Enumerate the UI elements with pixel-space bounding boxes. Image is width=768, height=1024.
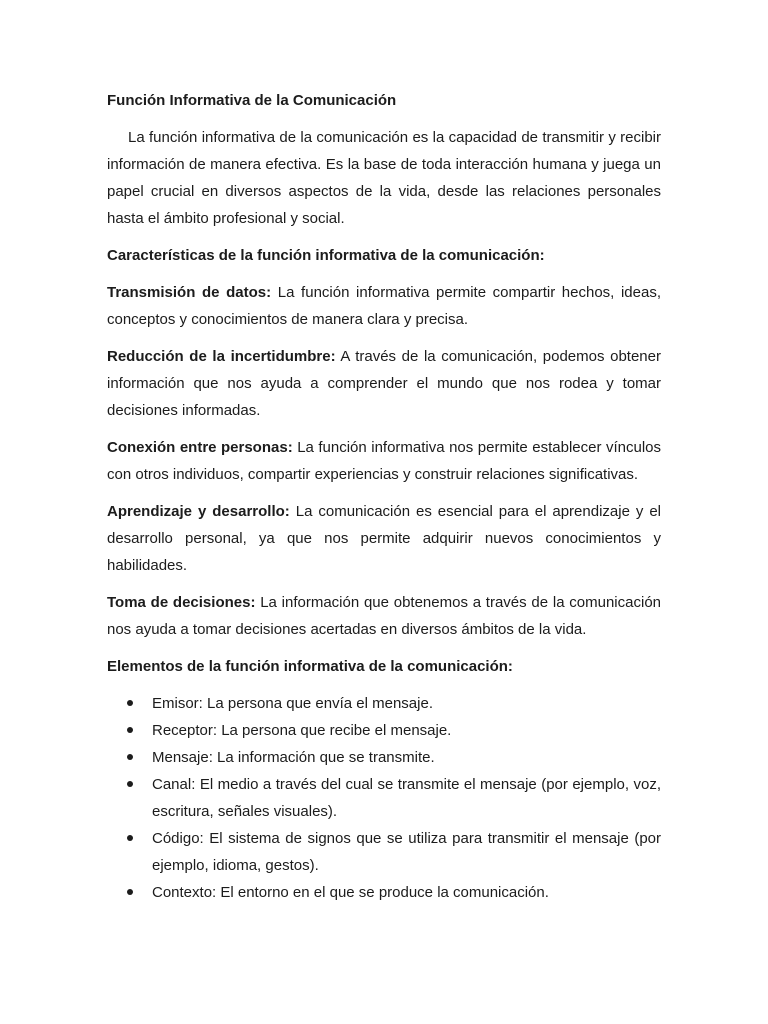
list-item [107,690,661,717]
elements-heading: Elementos de la función informativa de la comunicación: [107,658,513,675]
characteristic-term: Transmisión de datos: [107,284,272,301]
list-item [107,717,661,744]
characteristic-text: La comunicación es esencial para el aprendizaje y el desarrollo personal, ya que nos permite adquirir nuevos conocimientos y habilidades. [107,503,661,574]
characteristic-term: Conexión entre personas: [107,439,293,456]
elements-list [107,690,661,906]
list-item-text: Receptor: La persona que recibe el mensaje. [152,722,452,739]
list-item-text: Emisor: La persona que envía el mensaje. [152,695,433,712]
list-item [107,825,661,879]
characteristic-paragraph [107,589,661,643]
bullet-icon [127,889,133,895]
list-item-text: Código: El sistema de signos que se utiliza para transmitir el mensaje (por ejemplo, idioma, gestos). [152,830,661,874]
list-item-text: Canal: El medio a través del cual se transmite el mensaje (por ejemplo, voz, escritura, señales visuales). [152,776,661,820]
characteristic-term: Reducción de la incertidumbre: [107,348,336,365]
list-item [107,771,661,825]
characteristic-text: La función informativa nos permite establecer vínculos con otros individuos, compartir experiencias y construir relaciones significativas. [107,439,661,483]
list-item-text: Mensaje: La información que se transmite. [152,749,435,766]
characteristic-term: Toma de decisiones: [107,594,256,611]
bullet-icon [127,781,133,787]
characteristics-heading: Características de la función informativa de la comunicación: [107,247,545,264]
document-title: Función Informativa de la Comunicación [107,92,397,109]
characteristic-paragraph [107,343,661,424]
document-page [107,87,661,906]
bullet-icon [127,727,133,733]
bullet-icon [127,700,133,706]
characteristic-paragraph [107,279,661,333]
bullet-icon [127,754,133,760]
characteristic-paragraph [107,434,661,488]
intro-paragraph: La función informativa de la comunicación es la capacidad de transmitir y recibir información de manera efectiva. Es la base de toda interacción humana y juega un papel crucial en diversos aspectos de la vida, desde las relaciones personales hasta el ámbito profesional y social. [107,129,661,227]
list-item [107,879,661,906]
characteristic-text: La función informativa permite compartir hechos, ideas, conceptos y conocimientos de manera clara y precisa. [107,284,661,328]
characteristic-text: A través de la comunicación, podemos obtener información que nos ayuda a comprender el mundo que nos rodea y tomar decisiones informadas. [107,348,661,419]
characteristic-text: La información que obtenemos a través de la comunicación nos ayuda a tomar decisiones acertadas en diversos ámbitos de la vida. [107,594,662,638]
list-item [107,744,661,771]
bullet-icon [127,835,133,841]
list-item-text: Contexto: El entorno en el que se produce la comunicación. [152,884,549,901]
characteristic-term: Aprendizaje y desarrollo: [107,503,290,520]
characteristic-paragraph [107,498,661,579]
